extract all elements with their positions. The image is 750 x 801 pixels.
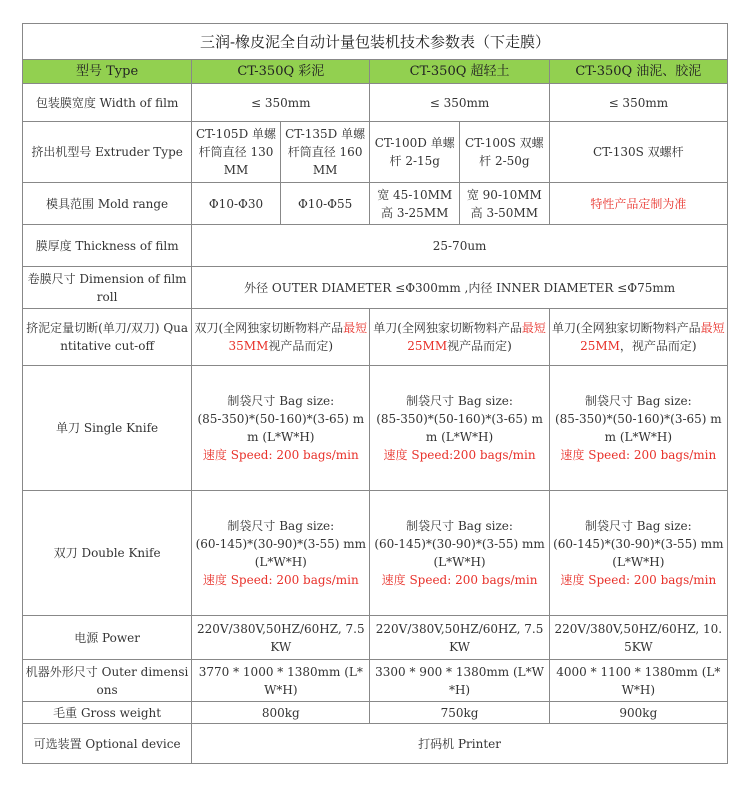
cell-value: CT-130S 双螺杆: [549, 122, 727, 183]
cutoff-text: 双刀(全网独家切断物料产品: [194, 321, 344, 335]
cutoff-text: 单刀(全网独家切断物料产品: [551, 321, 701, 335]
cell-value: 外径 OUTER DIAMETER ≤Φ300mm ,内径 INNER DIAMETER ≤Φ75mm: [192, 267, 728, 309]
cell-value: 750kg: [370, 702, 549, 724]
row-label: 挤出机型号 Extruder Type: [23, 122, 192, 183]
bag-size-label: 制袋尺寸 Bag size:: [227, 519, 335, 533]
mold-row: [23, 183, 728, 225]
row-label: 单刀 Single Knife: [23, 366, 192, 491]
bag-size: (85-350)*(50-160)*(3-65) mm (L*W*H): [554, 412, 722, 444]
cell-value: CT-100D 单螺杆 2-15g: [370, 122, 460, 183]
cell-value: 3770 * 1000 * 1380mm (L*W*H): [192, 660, 370, 702]
row-label: 包装膜宽度 Width of film: [23, 84, 192, 122]
row-label: 挤泥定量切断(单刀/双刀) Quantitative cut-off: [23, 309, 192, 366]
bag-size-label: 制袋尺寸 Bag size:: [584, 519, 692, 533]
row-label: 卷膜尺寸 Dimension of film roll: [23, 267, 192, 309]
cutoff-text: 视产品而定): [447, 339, 512, 353]
row-label: 可选装置 Optional device: [23, 724, 192, 764]
row-label: 电源 Power: [23, 616, 192, 660]
cell-value: [549, 309, 727, 366]
bag-size: (85-350)*(50-160)*(3-65) mm (L*W*H): [197, 412, 365, 444]
bag-size: (60-145)*(30-90)*(3-55) mm (L*W*H): [195, 537, 367, 569]
row-label: 毛重 Gross weight: [23, 702, 192, 724]
header-row: [23, 60, 728, 84]
cell-value: 4000 * 1100 * 1380mm (L*W*H): [549, 660, 727, 702]
cell-value: [192, 309, 370, 366]
cell-value: [370, 366, 549, 491]
cutoff-text: 视产品而定): [268, 339, 334, 353]
cell-value: 220V/380V,50HZ/60HZ, 7.5KW: [370, 616, 549, 660]
model-header-1: CT-350Q 彩泥: [192, 60, 370, 84]
cell-value: 220V/380V,50HZ/60HZ, 7.5KW: [192, 616, 370, 660]
row-label: 模具范围 Mold range: [23, 183, 192, 225]
cell-value: CT-135D 单螺杆筒直径 160MM: [280, 122, 370, 183]
cutoff-text: 单刀(全网独家切断物料产品: [373, 321, 522, 335]
cell-value: 900kg: [549, 702, 727, 724]
cell-value: ≤ 350mm: [549, 84, 727, 122]
bag-size-label: 制袋尺寸 Bag size:: [406, 394, 513, 408]
bag-size-label: 制袋尺寸 Bag size:: [584, 394, 692, 408]
film-width-row: [23, 84, 728, 122]
spec-sheet: [22, 23, 728, 764]
cutoff-text: ，视产品而定): [619, 339, 697, 353]
row-label: 机器外形尺寸 Outer dimensions: [23, 660, 192, 702]
roll-row: [23, 267, 728, 309]
extruder-row: [23, 122, 728, 183]
spec-table: [22, 23, 728, 764]
cell-value: [549, 366, 727, 491]
model-header-2: CT-350Q 超轻土: [370, 60, 549, 84]
cell-value: 3300 * 900 * 1380mm (L*W*H): [370, 660, 549, 702]
cell-value: Φ10-Φ30: [192, 183, 281, 225]
speed: 速度 Speed: 200 bags/min: [560, 573, 717, 587]
cell-value: 打码机 Printer: [192, 724, 728, 764]
bag-size-label: 制袋尺寸 Bag size:: [406, 519, 513, 533]
bag-size-label: 制袋尺寸 Bag size:: [227, 394, 335, 408]
cell-value: [192, 491, 370, 616]
cell-value: 25-70um: [192, 225, 728, 267]
single-knife-row: [23, 366, 728, 491]
cell-value: 800kg: [192, 702, 370, 724]
title-row: [23, 24, 728, 60]
speed: 速度 Speed: 200 bags/min: [202, 448, 359, 462]
bag-size: (60-145)*(30-90)*(3-55) mm (L*W*H): [553, 537, 724, 569]
cutoff-highlight: 最短 35MM: [228, 321, 368, 353]
optional-row: [23, 724, 728, 764]
bag-size: (60-145)*(30-90)*(3-55) mm (L*W*H): [374, 537, 545, 569]
cell-value: 特性产品定制为准: [549, 183, 727, 225]
cell-value: CT-100S 双螺杆 2-50g: [460, 122, 550, 183]
power-row: [23, 616, 728, 660]
cutoff-highlight: 最短 25MM: [407, 321, 546, 353]
weight-row: [23, 702, 728, 724]
bag-size: (85-350)*(50-160)*(3-65) mm (L*W*H): [376, 412, 543, 444]
speed: 速度 Speed: 200 bags/min: [560, 448, 717, 462]
cell-value: ≤ 350mm: [192, 84, 370, 122]
cell-value: [370, 491, 549, 616]
double-knife-row: [23, 491, 728, 616]
cell-value: Φ10-Φ55: [280, 183, 370, 225]
type-header: 型号 Type: [23, 60, 192, 84]
cell-value: ≤ 350mm: [370, 84, 549, 122]
row-label: 双刀 Double Knife: [23, 491, 192, 616]
table-title: 三润-橡皮泥全自动计量包装机技术参数表（下走膜）: [23, 24, 728, 60]
speed: 速度 Speed: 200 bags/min: [202, 573, 359, 587]
cell-value: [549, 491, 727, 616]
speed: 速度 Speed:200 bags/min: [383, 448, 536, 462]
cell-value: 220V/380V,50HZ/60HZ, 10.5KW: [549, 616, 727, 660]
cell-value: CT-105D 单螺杆筒直径 130MM: [192, 122, 281, 183]
cell-value: [192, 366, 370, 491]
thickness-row: [23, 225, 728, 267]
speed: 速度 Speed: 200 bags/min: [381, 573, 538, 587]
row-label: 膜厚度 Thickness of film: [23, 225, 192, 267]
dimensions-row: [23, 660, 728, 702]
model-header-3: CT-350Q 油泥、胶泥: [549, 60, 727, 84]
cutoff-highlight: 最短 25MM: [580, 321, 725, 353]
cell-value: 宽 45-10MM 高 3-25MM: [370, 183, 460, 225]
cutoff-row: [23, 309, 728, 366]
cell-value: 宽 90-10MM 高 3-50MM: [460, 183, 550, 225]
cell-value: [370, 309, 549, 366]
